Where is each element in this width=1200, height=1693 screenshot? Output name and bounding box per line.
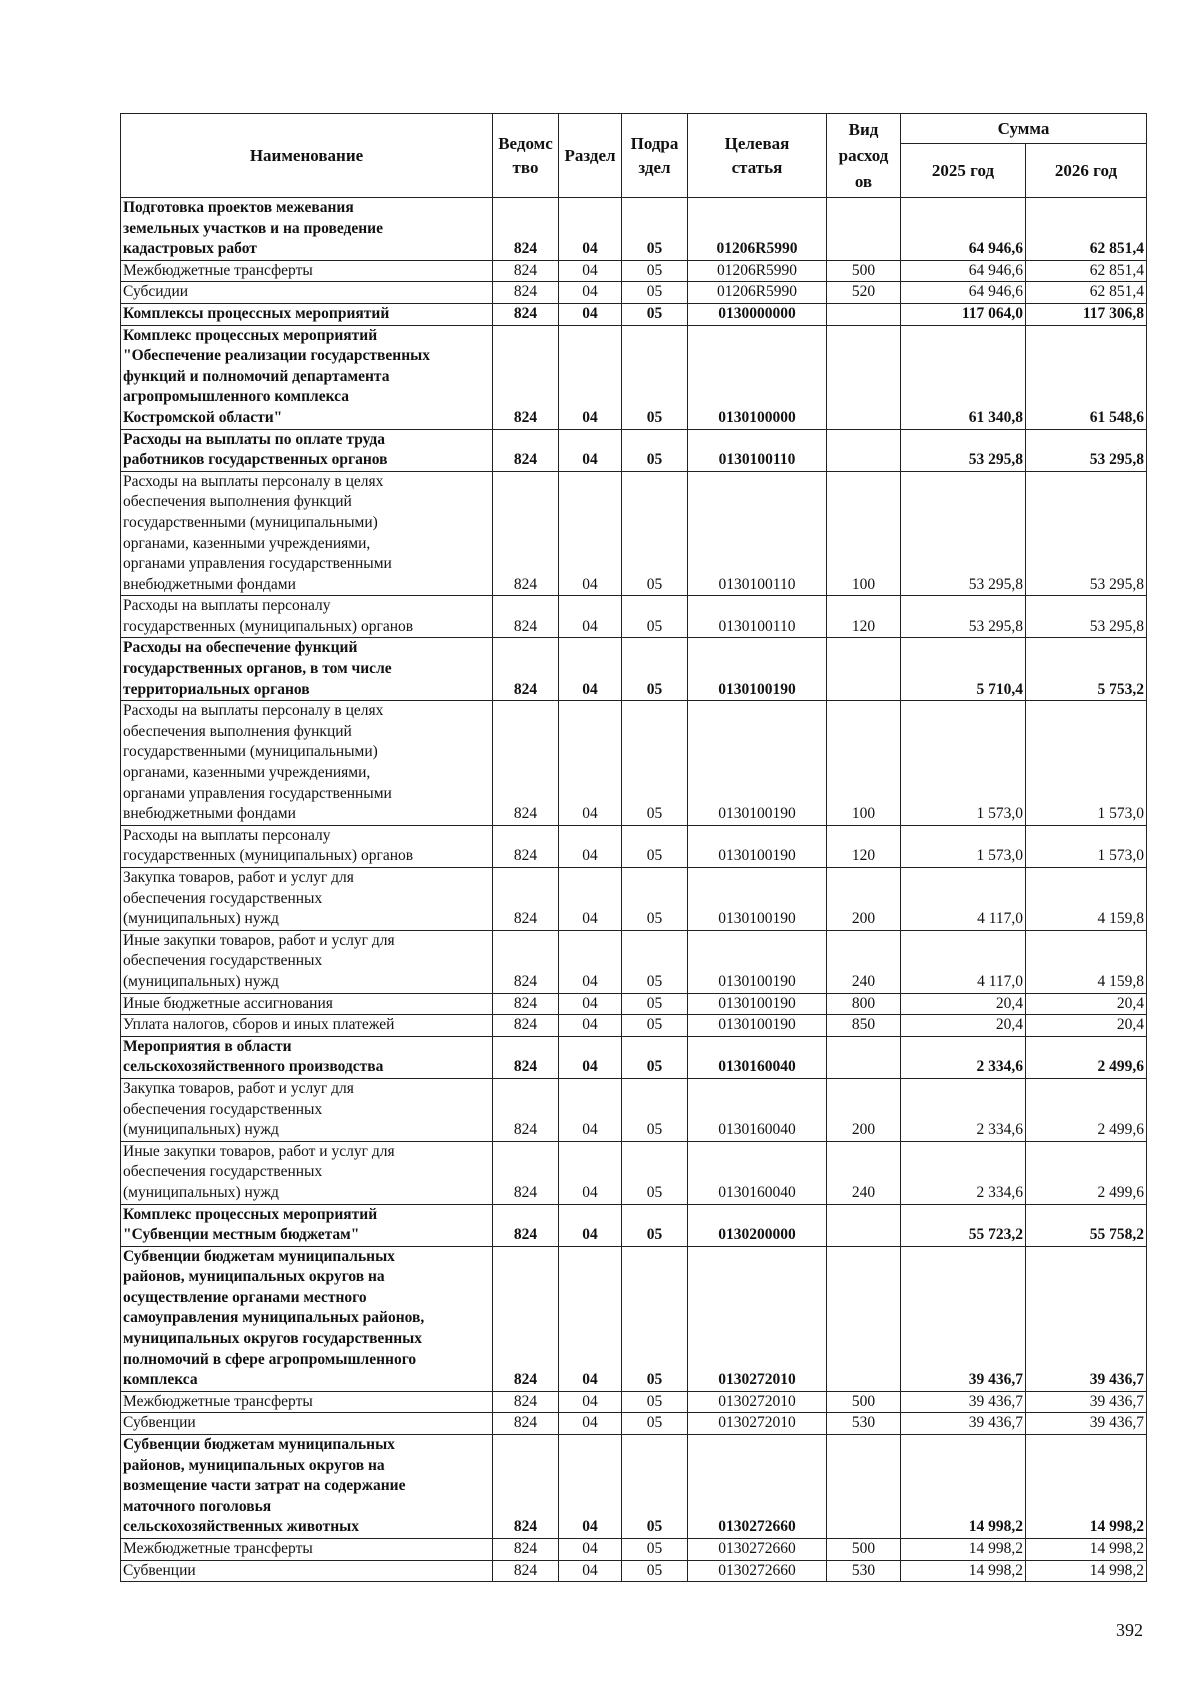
row-target: 0130100190 [688, 930, 827, 993]
row-2025: 14 998,2 [901, 1539, 1026, 1561]
row-name: Субсидии [121, 282, 493, 304]
row-exp-type: 240 [827, 1141, 901, 1204]
row-target: 0130272660 [688, 1435, 827, 1539]
row-dept: 824 [493, 260, 559, 282]
budget-table [120, 113, 1147, 1582]
row-2025: 4 117,0 [901, 930, 1026, 993]
row-subsection: 05 [622, 825, 688, 867]
row-name: Субвенции [121, 1413, 493, 1435]
header-sum: Сумма [901, 114, 1147, 144]
row-section: 04 [559, 1413, 622, 1435]
row-dept: 824 [493, 1413, 559, 1435]
row-target: 01206R5990 [688, 260, 827, 282]
row-2026: 53 295,8 [1026, 429, 1147, 471]
table-row [121, 930, 1147, 993]
row-2026: 2 499,6 [1026, 1141, 1147, 1204]
row-dept: 824 [493, 1204, 559, 1246]
row-name: Субвенции бюджетам муниципальных районов, муниципальных округов на возмещение части затрат на содержание маточного поголовья сельскохозяйственных животных [121, 1435, 493, 1539]
row-dept: 824 [493, 1015, 559, 1037]
row-2025: 64 946,6 [901, 282, 1026, 304]
row-2026: 55 758,2 [1026, 1204, 1147, 1246]
row-name: Комплекс процессных мероприятий "Обеспечение реализации государственных функций и полномочий департамента агропромышленного комплекса Костромской области" [121, 325, 493, 429]
row-2026: 4 159,8 [1026, 930, 1147, 993]
table-row [121, 1413, 1147, 1435]
row-name: Комплексы процессных мероприятий [121, 303, 493, 325]
row-section: 04 [559, 930, 622, 993]
table-row [121, 325, 1147, 429]
table-row [121, 198, 1147, 261]
table-row [121, 825, 1147, 867]
row-section: 04 [559, 1078, 622, 1141]
row-2026: 5 753,2 [1026, 638, 1147, 701]
row-2026: 1 573,0 [1026, 701, 1147, 826]
row-target: 0130272660 [688, 1560, 827, 1582]
row-dept: 824 [493, 701, 559, 826]
row-name: Уплата налогов, сборов и иных платежей [121, 1015, 493, 1037]
row-2025: 39 436,7 [901, 1413, 1026, 1435]
table-header [121, 114, 1147, 198]
row-target: 0130160040 [688, 1141, 827, 1204]
row-name: Расходы на выплаты персоналу государственных (муниципальных) органов [121, 596, 493, 638]
row-exp-type: 530 [827, 1560, 901, 1582]
table-row [121, 1141, 1147, 1204]
row-target: 0130000000 [688, 303, 827, 325]
row-exp-type: 200 [827, 1078, 901, 1141]
row-section: 04 [559, 260, 622, 282]
row-2026: 53 295,8 [1026, 471, 1147, 596]
table-row [121, 1560, 1147, 1582]
row-2025: 14 998,2 [901, 1435, 1026, 1539]
row-2025: 1 573,0 [901, 701, 1026, 826]
table-row [121, 868, 1147, 931]
row-target: 0130272010 [688, 1413, 827, 1435]
row-subsection: 05 [622, 260, 688, 282]
row-name: Межбюджетные трансферты [121, 1391, 493, 1413]
row-2026: 4 159,8 [1026, 868, 1147, 931]
row-2025: 5 710,4 [901, 638, 1026, 701]
row-section: 04 [559, 1015, 622, 1037]
row-subsection: 05 [622, 1560, 688, 1582]
row-target: 0130100190 [688, 1015, 827, 1037]
row-name: Иные бюджетные ассигнования [121, 993, 493, 1015]
row-target: 0130272010 [688, 1391, 827, 1413]
row-section: 04 [559, 282, 622, 304]
header-dept: Ведомс тво [493, 114, 559, 198]
row-name: Субвенции бюджетам муниципальных районов, муниципальных округов на осуществление органами местного самоуправления муниципальных районов, муниципальных округов государственных полномочий в сфере агропромышленного комплекса [121, 1246, 493, 1391]
row-section: 04 [559, 325, 622, 429]
row-name: Иные закупки товаров, работ и услуг для обеспечения государственных (муниципальных) нужд [121, 930, 493, 993]
row-section: 04 [559, 1141, 622, 1204]
row-2026: 14 998,2 [1026, 1560, 1147, 1582]
row-target: 0130100190 [688, 638, 827, 701]
row-section: 04 [559, 303, 622, 325]
row-exp-type: 100 [827, 471, 901, 596]
row-subsection: 05 [622, 1413, 688, 1435]
row-section: 04 [559, 1246, 622, 1391]
table-row [121, 303, 1147, 325]
row-2026: 20,4 [1026, 993, 1147, 1015]
row-dept: 824 [493, 638, 559, 701]
row-dept: 824 [493, 471, 559, 596]
row-exp-type [827, 429, 901, 471]
row-2026: 117 306,8 [1026, 303, 1147, 325]
row-exp-type [827, 303, 901, 325]
row-2026: 39 436,7 [1026, 1391, 1147, 1413]
row-name: Комплекс процессных мероприятий "Субвенции местным бюджетам" [121, 1204, 493, 1246]
row-subsection: 05 [622, 930, 688, 993]
row-section: 04 [559, 1204, 622, 1246]
row-exp-type: 850 [827, 1015, 901, 1037]
row-target: 0130100110 [688, 471, 827, 596]
row-2026: 61 548,6 [1026, 325, 1147, 429]
row-subsection: 05 [622, 1539, 688, 1561]
row-name: Мероприятия в области сельскохозяйственного производства [121, 1036, 493, 1078]
table-body [121, 198, 1147, 1582]
row-exp-type: 240 [827, 930, 901, 993]
row-2025: 2 334,6 [901, 1141, 1026, 1204]
row-subsection: 05 [622, 303, 688, 325]
header-target: Целевая статья [688, 114, 827, 198]
row-name: Закупка товаров, работ и услуг для обеспечения государственных (муниципальных) нужд [121, 1078, 493, 1141]
row-target: 0130272660 [688, 1539, 827, 1561]
table-row [121, 701, 1147, 826]
row-section: 04 [559, 825, 622, 867]
row-exp-type: 530 [827, 1413, 901, 1435]
table-row [121, 638, 1147, 701]
row-section: 04 [559, 596, 622, 638]
row-exp-type [827, 1246, 901, 1391]
header-2026: 2026 год [1026, 144, 1147, 198]
row-2026: 14 998,2 [1026, 1539, 1147, 1561]
row-dept: 824 [493, 1560, 559, 1582]
row-exp-type: 500 [827, 1539, 901, 1561]
row-2025: 117 064,0 [901, 303, 1026, 325]
row-subsection: 05 [622, 701, 688, 826]
table-row [121, 596, 1147, 638]
row-exp-type: 120 [827, 825, 901, 867]
row-dept: 824 [493, 303, 559, 325]
row-target: 0130100190 [688, 701, 827, 826]
row-2026: 20,4 [1026, 1015, 1147, 1037]
row-2026: 62 851,4 [1026, 282, 1147, 304]
row-exp-type [827, 1204, 901, 1246]
row-section: 04 [559, 1036, 622, 1078]
row-subsection: 05 [622, 1204, 688, 1246]
row-dept: 824 [493, 1246, 559, 1391]
row-section: 04 [559, 868, 622, 931]
row-section: 04 [559, 701, 622, 826]
table-row [121, 260, 1147, 282]
row-name: Подготовка проектов межевания земельных участков и на проведение кадастровых работ [121, 198, 493, 261]
table-row [121, 1078, 1147, 1141]
row-dept: 824 [493, 429, 559, 471]
row-2025: 20,4 [901, 993, 1026, 1015]
row-subsection: 05 [622, 471, 688, 596]
row-2025: 14 998,2 [901, 1560, 1026, 1582]
table-row [121, 429, 1147, 471]
row-name: Закупка товаров, работ и услуг для обеспечения государственных (муниципальных) нужд [121, 868, 493, 931]
row-2025: 55 723,2 [901, 1204, 1026, 1246]
row-2026: 62 851,4 [1026, 198, 1147, 261]
row-name: Межбюджетные трансферты [121, 1539, 493, 1561]
row-dept: 824 [493, 282, 559, 304]
table-row [121, 282, 1147, 304]
row-name: Расходы на выплаты по оплате труда работников государственных органов [121, 429, 493, 471]
row-2025: 64 946,6 [901, 260, 1026, 282]
row-dept: 824 [493, 1078, 559, 1141]
row-subsection: 05 [622, 1015, 688, 1037]
table-row [121, 1246, 1147, 1391]
row-dept: 824 [493, 1036, 559, 1078]
row-subsection: 05 [622, 993, 688, 1015]
row-exp-type [827, 198, 901, 261]
row-dept: 824 [493, 930, 559, 993]
row-name: Иные закупки товаров, работ и услуг для обеспечения государственных (муниципальных) нужд [121, 1141, 493, 1204]
row-2026: 62 851,4 [1026, 260, 1147, 282]
row-dept: 824 [493, 868, 559, 931]
row-section: 04 [559, 1539, 622, 1561]
row-target: 0130200000 [688, 1204, 827, 1246]
row-target: 01206R5990 [688, 282, 827, 304]
row-2026: 14 998,2 [1026, 1435, 1147, 1539]
row-2026: 2 499,6 [1026, 1036, 1147, 1078]
row-subsection: 05 [622, 1246, 688, 1391]
row-exp-type [827, 325, 901, 429]
row-2026: 53 295,8 [1026, 596, 1147, 638]
row-subsection: 05 [622, 868, 688, 931]
table-row [121, 1036, 1147, 1078]
row-name: Субвенции [121, 1560, 493, 1582]
row-target: 0130100000 [688, 325, 827, 429]
row-subsection: 05 [622, 198, 688, 261]
header-section: Раздел [559, 114, 622, 198]
row-section: 04 [559, 1560, 622, 1582]
row-dept: 824 [493, 1391, 559, 1413]
row-dept: 824 [493, 1539, 559, 1561]
row-2025: 39 436,7 [901, 1391, 1026, 1413]
row-subsection: 05 [622, 282, 688, 304]
row-target: 0130272010 [688, 1246, 827, 1391]
header-subsection: Подра здел [622, 114, 688, 198]
row-dept: 824 [493, 596, 559, 638]
row-exp-type: 800 [827, 993, 901, 1015]
row-subsection: 05 [622, 325, 688, 429]
row-exp-type: 520 [827, 282, 901, 304]
row-2025: 39 436,7 [901, 1246, 1026, 1391]
header-name: Наименование [121, 114, 493, 198]
table-row [121, 1435, 1147, 1539]
row-exp-type [827, 1036, 901, 1078]
header-exp-type: Вид расход ов [827, 114, 901, 198]
row-exp-type: 120 [827, 596, 901, 638]
table-row [121, 1539, 1147, 1561]
row-2025: 53 295,8 [901, 471, 1026, 596]
table-row [121, 1391, 1147, 1413]
row-dept: 824 [493, 325, 559, 429]
row-target: 0130100190 [688, 993, 827, 1015]
row-section: 04 [559, 993, 622, 1015]
table-row [121, 1015, 1147, 1037]
row-2025: 2 334,6 [901, 1036, 1026, 1078]
row-section: 04 [559, 1435, 622, 1539]
row-target: 01206R5990 [688, 198, 827, 261]
row-exp-type: 500 [827, 260, 901, 282]
row-2026: 2 499,6 [1026, 1078, 1147, 1141]
row-section: 04 [559, 429, 622, 471]
row-subsection: 05 [622, 1141, 688, 1204]
row-2026: 39 436,7 [1026, 1246, 1147, 1391]
row-subsection: 05 [622, 1391, 688, 1413]
row-name: Расходы на выплаты персоналу в целях обеспечения выполнения функций государственными (муниципальными) органами, казенными учреждениями, органами управления государственными внебюджетными фондами [121, 701, 493, 826]
header-2025: 2025 год [901, 144, 1026, 198]
row-section: 04 [559, 638, 622, 701]
row-exp-type: 100 [827, 701, 901, 826]
row-target: 0130160040 [688, 1036, 827, 1078]
row-2025: 53 295,8 [901, 596, 1026, 638]
row-dept: 824 [493, 1435, 559, 1539]
row-2025: 1 573,0 [901, 825, 1026, 867]
row-subsection: 05 [622, 1078, 688, 1141]
row-target: 0130100110 [688, 429, 827, 471]
table-row [121, 993, 1147, 1015]
row-subsection: 05 [622, 596, 688, 638]
row-exp-type [827, 638, 901, 701]
row-target: 0130100190 [688, 825, 827, 867]
row-name: Расходы на обеспечение функций государственных органов, в том числе территориальных органов [121, 638, 493, 701]
row-2026: 1 573,0 [1026, 825, 1147, 867]
row-subsection: 05 [622, 429, 688, 471]
row-2026: 39 436,7 [1026, 1413, 1147, 1435]
row-exp-type: 500 [827, 1391, 901, 1413]
row-2025: 61 340,8 [901, 325, 1026, 429]
page-number: 392 [1116, 1620, 1143, 1640]
row-name: Расходы на выплаты персоналу государственных (муниципальных) органов [121, 825, 493, 867]
row-dept: 824 [493, 993, 559, 1015]
row-target: 0130100110 [688, 596, 827, 638]
row-target: 0130100190 [688, 868, 827, 931]
row-name: Межбюджетные трансферты [121, 260, 493, 282]
row-dept: 824 [493, 1141, 559, 1204]
row-subsection: 05 [622, 638, 688, 701]
table-row [121, 471, 1147, 596]
row-2025: 20,4 [901, 1015, 1026, 1037]
row-2025: 2 334,6 [901, 1078, 1026, 1141]
row-name: Расходы на выплаты персоналу в целях обеспечения выполнения функций государственными (муниципальными) органами, казенными учреждениями, органами управления государственными внебюджетными фондами [121, 471, 493, 596]
row-2025: 53 295,8 [901, 429, 1026, 471]
table-row [121, 1204, 1147, 1246]
row-target: 0130160040 [688, 1078, 827, 1141]
row-dept: 824 [493, 198, 559, 261]
row-2025: 64 946,6 [901, 198, 1026, 261]
row-section: 04 [559, 471, 622, 596]
row-dept: 824 [493, 825, 559, 867]
row-exp-type [827, 1435, 901, 1539]
row-section: 04 [559, 198, 622, 261]
row-section: 04 [559, 1391, 622, 1413]
row-subsection: 05 [622, 1435, 688, 1539]
row-subsection: 05 [622, 1036, 688, 1078]
row-2025: 4 117,0 [901, 868, 1026, 931]
row-exp-type: 200 [827, 868, 901, 931]
